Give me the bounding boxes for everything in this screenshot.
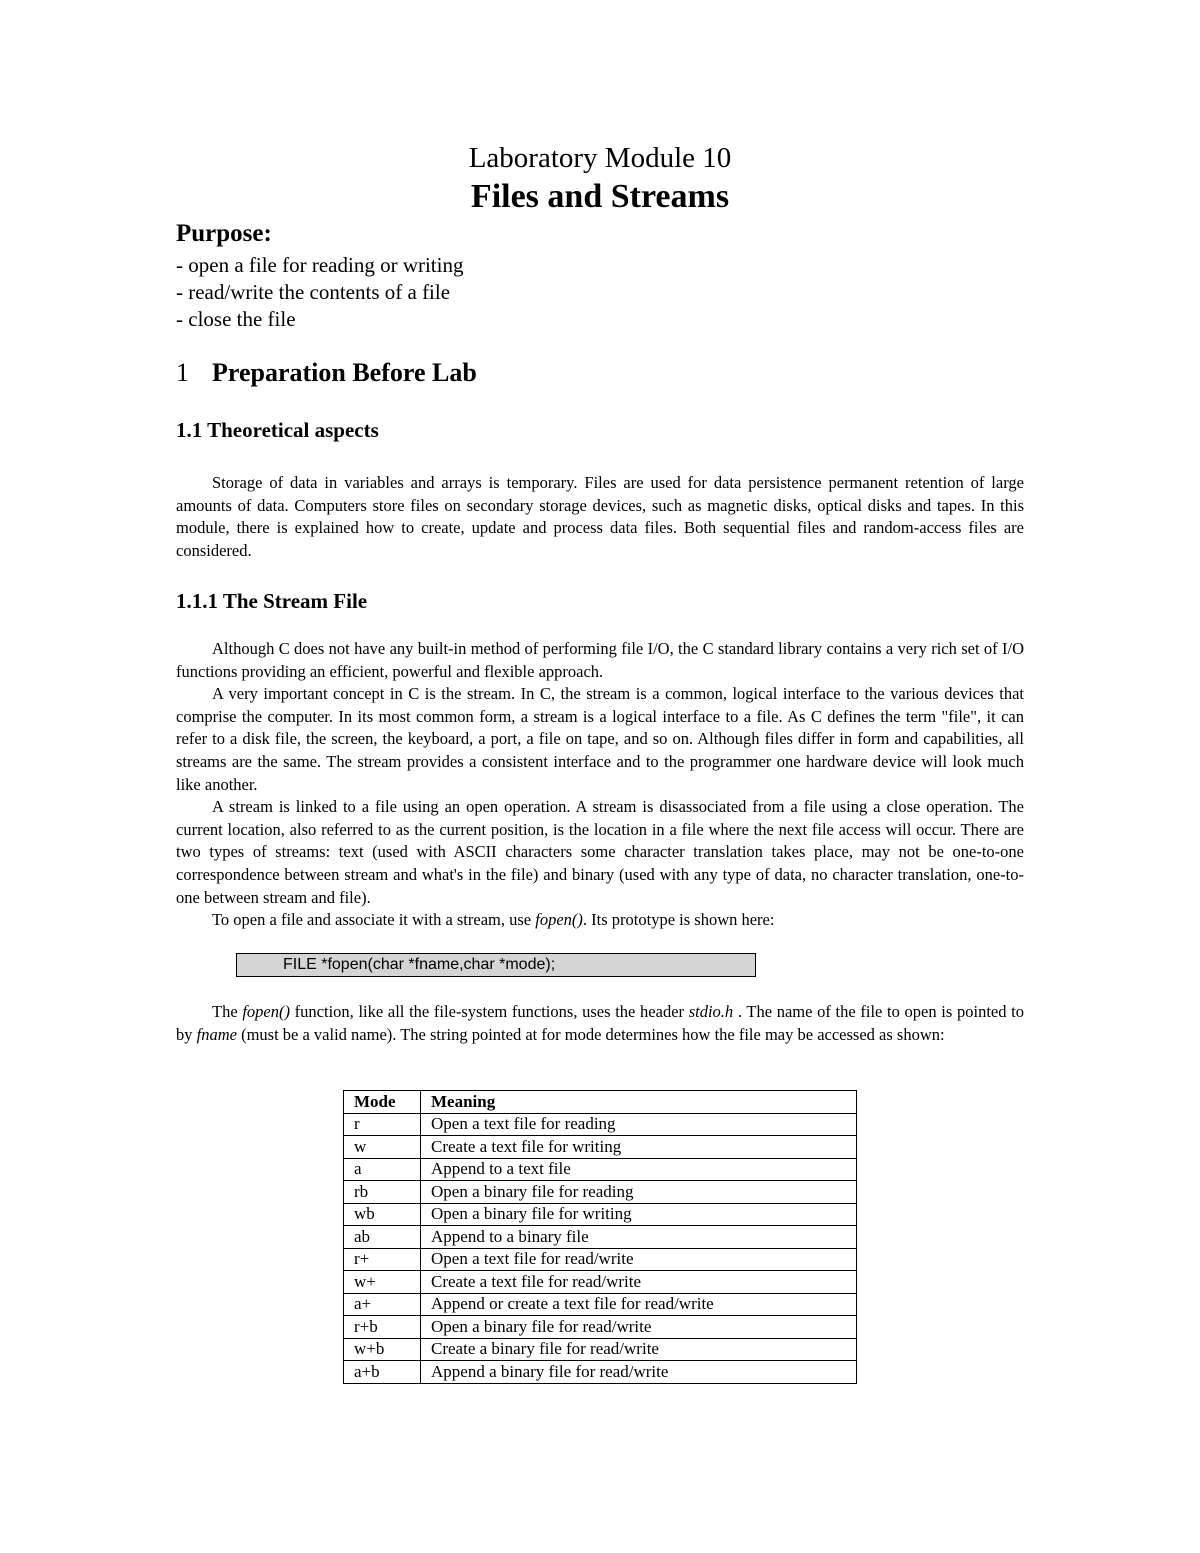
table-row (344, 1113, 857, 1136)
column-header-mode: Mode (344, 1091, 421, 1114)
main-title: Files and Streams (470, 178, 730, 215)
mode-cell: a+ (344, 1293, 421, 1316)
prototype-code-box: FILE *fopen(char *fname,char *mode); (236, 953, 756, 977)
section-1-1-heading: 1.1 Theoretical aspects (176, 418, 379, 442)
purpose-item: - read/write the contents of a file (176, 280, 451, 304)
fopen-desc-text: The (212, 1002, 243, 1021)
mode-cell: a (344, 1158, 421, 1181)
meaning-cell: Open a text file for reading (421, 1113, 857, 1136)
module-title: Laboratory Module 10 (468, 142, 732, 174)
fopen-desc-text: (must be a valid name). The string pointed at for mode determines how the file may be accessed as shown: (236, 1024, 945, 1044)
column-header-meaning: Meaning (421, 1091, 857, 1114)
header-file-name: stdio.h (688, 1002, 734, 1021)
file-modes-table (343, 1090, 857, 1384)
meaning-cell: Open a binary file for read/write (421, 1316, 857, 1339)
fopen-description-paragraph (176, 1001, 1024, 1046)
mode-cell: a+b (344, 1361, 421, 1384)
meaning-cell: Append a binary file for read/write (421, 1361, 857, 1384)
meaning-cell: Create a text file for writing (421, 1136, 857, 1159)
fopen-intro-text: . Its prototype is shown here: (582, 910, 775, 930)
mode-cell: wb (344, 1203, 421, 1226)
meaning-cell: Append to a binary file (421, 1226, 857, 1249)
section-title: Preparation Before Lab (212, 358, 477, 387)
meaning-cell: Create a text file for read/write (421, 1271, 857, 1294)
mode-cell: r+ (344, 1248, 421, 1271)
fopen-description-block (176, 1001, 1024, 1046)
table-row (344, 1293, 857, 1316)
stream-paragraph: Although C does not have any built-in method of performing file I/O, the C standard library contains a very rich set of I/O functions providing an efficient, powerful and flexible approach. (176, 639, 1024, 681)
table-row (344, 1248, 857, 1271)
fname-param-name: fname (196, 1024, 237, 1044)
mode-cell: w (344, 1136, 421, 1159)
mode-cell: w+b (344, 1338, 421, 1361)
theory-paragraph-block (176, 472, 1024, 562)
fopen-intro-text: To open a file and associate it with a stream, use (212, 910, 536, 930)
mode-cell: w+ (344, 1271, 421, 1294)
table-row (344, 1361, 857, 1384)
mode-cell: ab (344, 1226, 421, 1249)
theory-paragraph: Storage of data in variables and arrays is temporary. Files are used for data persistence permanent retention of large amounts of data. Computers store files on secondary storage devices, such as magnetic disks, optical disks and tapes. In this module, there is explained how to create, update and process data files. Both sequential files and random-access files are considered. (176, 473, 1024, 560)
meaning-cell: Open a binary file for writing (421, 1203, 857, 1226)
fopen-intro-paragraph (176, 909, 1024, 932)
meaning-cell: Create a binary file for read/write (421, 1338, 857, 1361)
purpose-item: - close the file (176, 307, 296, 331)
purpose-heading: Purpose: (176, 220, 272, 247)
purpose-list (176, 252, 463, 333)
table-row (344, 1226, 857, 1249)
fopen-function-name: fopen() (535, 910, 583, 930)
stream-paragraph: A very important concept in C is the stream. In C, the stream is a common, logical interface to the various devices that comprise the computer. In its most common form, a stream is a logical interface to a file. As C defines the term "file", it can refer to a disk file, the screen, the keyboard, a port, a file on tape, and so on. Although files differ in form and capabilities, all streams are the same. The stream provides a consistent interface and to the programmer one hardware device will look much like another. (176, 684, 1024, 794)
mode-cell: rb (344, 1181, 421, 1204)
mode-cell: r+b (344, 1316, 421, 1339)
meaning-cell: Append or create a text file for read/write (421, 1293, 857, 1316)
section-number: 1 (176, 358, 189, 387)
table-row (344, 1181, 857, 1204)
table-row (344, 1136, 857, 1159)
fopen-desc-text: . The name of the file to open is pointed to by (176, 1002, 1025, 1044)
table-row (344, 1316, 857, 1339)
stream-paragraph-block (176, 638, 1024, 932)
section-1-1-1-heading: 1.1.1 The Stream File (176, 589, 368, 613)
table-row (344, 1271, 857, 1294)
table-row (344, 1338, 857, 1361)
table-header-row (344, 1091, 857, 1114)
section-1-heading (176, 358, 477, 388)
table-body (344, 1113, 857, 1383)
table-row (344, 1203, 857, 1226)
fopen-function-name: fopen() (242, 1002, 290, 1021)
table-row (344, 1158, 857, 1181)
meaning-cell: Append to a text file (421, 1158, 857, 1181)
fopen-desc-text: function, like all the file-system functions, uses the header (290, 1002, 689, 1021)
purpose-item: - open a file for reading or writing (176, 253, 464, 277)
meaning-cell: Open a text file for read/write (421, 1248, 857, 1271)
meaning-cell: Open a binary file for reading (421, 1181, 857, 1204)
mode-cell: r (344, 1113, 421, 1136)
stream-paragraph: A stream is linked to a file using an open operation. A stream is disassociated from a file using a close operation. The current location, also referred to as the current position, is the location in a file where the next file access will occur. There are two types of streams: text (used with ASCII characters some character translation takes place, may not be one-to-one correspondence between stream and what's in the file) and binary (used with any type of data, no character translation, one-to-one between stream and file). (176, 797, 1024, 907)
